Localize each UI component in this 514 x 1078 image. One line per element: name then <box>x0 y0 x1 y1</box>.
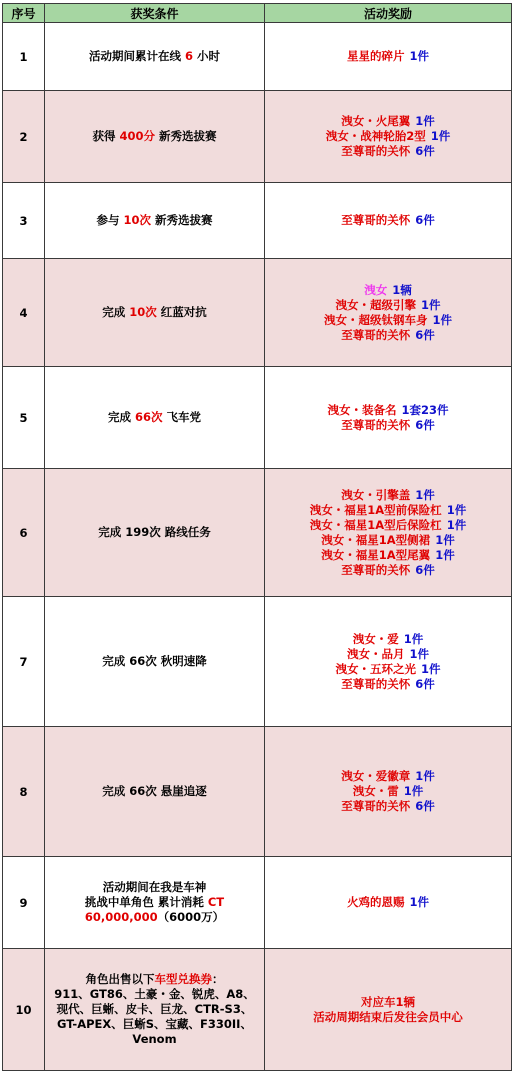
condition-text: 车型兑换券 <box>154 972 212 986</box>
reward-item <box>269 298 507 313</box>
row-index: 4 <box>3 259 45 367</box>
header-condition: 获奖条件 <box>45 4 265 23</box>
condition-text: 新秀选拔赛 <box>155 129 217 143</box>
table-row <box>3 183 512 259</box>
condition-text: 活动期间累计在线 <box>88 49 185 63</box>
reward-item <box>269 418 507 433</box>
reward-quantity: 6件 <box>415 327 435 342</box>
row-condition <box>45 597 265 727</box>
reward-quantity: 1辆 <box>392 282 412 297</box>
condition-text: 完成 66次 秋明速降 <box>102 654 207 668</box>
condition-text: 角色出售以下 <box>85 972 155 986</box>
reward-quantity: 1件 <box>420 661 441 676</box>
table-row <box>3 857 512 949</box>
condition-text: 小时 <box>193 49 221 63</box>
row-index: 7 <box>3 597 45 727</box>
row-condition <box>45 949 265 1071</box>
reward-quantity: 1件 <box>435 547 455 562</box>
reward-item <box>269 283 507 298</box>
header-reward: 活动奖励 <box>265 4 512 23</box>
reward-quantity: 1件 <box>415 114 435 128</box>
row-index: 8 <box>3 727 45 857</box>
reward-item <box>269 144 507 159</box>
reward-quantity: 1件 <box>409 646 429 661</box>
row-index: 1 <box>3 23 45 91</box>
reward-item <box>269 518 507 533</box>
reward-name: 火鸡的恩赐 <box>346 895 405 909</box>
reward-quantity: 1件 <box>415 487 435 502</box>
row-index: 3 <box>3 183 45 259</box>
condition-text: 挑战中单角色 累计消耗 <box>84 895 208 909</box>
reward-name: 洩女・超级钛钢车身 <box>323 312 428 327</box>
reward-name: 洩女・引擎盖 <box>341 487 411 502</box>
reward-quantity: 1件 <box>430 129 451 143</box>
reward-name: 至尊哥的关怀 <box>341 799 411 813</box>
reward-quantity: 6件 <box>415 562 435 577</box>
condition-text: 10次 <box>123 213 151 227</box>
row-condition <box>45 469 265 597</box>
row-condition <box>45 259 265 367</box>
condition-text: 飞车党 <box>162 410 202 424</box>
reward-item <box>269 503 507 518</box>
reward-item <box>269 403 507 418</box>
condition-text: 红蓝对抗 <box>156 305 207 319</box>
row-reward <box>265 727 512 857</box>
row-reward <box>265 259 512 367</box>
reward-item <box>269 784 507 799</box>
reward-quantity: 1件 <box>420 297 441 312</box>
table-header-row <box>3 4 512 23</box>
reward-name: 洩女・雷 <box>352 784 399 798</box>
reward-name: 洩女 <box>364 282 388 297</box>
reward-item <box>269 563 507 578</box>
row-index: 2 <box>3 91 45 183</box>
row-index: 10 <box>3 949 45 1071</box>
reward-item <box>269 799 507 814</box>
reward-name: 洩女・装备名 <box>327 402 397 417</box>
condition-text: 完成 <box>107 410 135 424</box>
table-body <box>3 23 512 1071</box>
reward-name: 至尊哥的关怀 <box>341 417 411 432</box>
reward-name: 至尊哥的关怀 <box>341 144 411 158</box>
condition-text: 现代、巨蜥、皮卡、巨龙、CTR-S3、 <box>56 1002 253 1016</box>
reward-item <box>269 662 507 677</box>
reward-name: 洩女・福星1A型侧裙 <box>321 532 431 547</box>
row-condition <box>45 727 265 857</box>
reward-name: 洩女・福星1A型尾翼 <box>321 547 431 562</box>
reward-note: 对应车1辆 <box>360 994 415 1009</box>
row-reward <box>265 469 512 597</box>
reward-quantity: 6件 <box>415 417 435 432</box>
condition-text: Venom <box>132 1032 177 1046</box>
reward-name: 洩女・战神轮胎2型 <box>325 129 426 143</box>
reward-item <box>269 488 507 503</box>
row-condition <box>45 23 265 91</box>
condition-text: GT-APEX、巨蜥S、宝藏、F330II、 <box>57 1017 252 1031</box>
reward-item <box>269 677 507 692</box>
reward-quantity: 1件 <box>409 49 429 63</box>
reward-name: 至尊哥的关怀 <box>341 676 411 691</box>
reward-item <box>269 533 507 548</box>
reward-name: 星星的碎片 <box>346 49 405 63</box>
condition-text: 新秀选拔赛 <box>151 213 213 227</box>
reward-name: 至尊哥的关怀 <box>341 327 411 342</box>
header-index: 序号 <box>3 4 45 23</box>
reward-quantity: 1件 <box>432 312 452 327</box>
reward-name: 洩女・爱 <box>352 631 399 646</box>
reward-quantity: 1件 <box>435 532 455 547</box>
reward-name: 至尊哥的关怀 <box>341 213 411 227</box>
row-index: 5 <box>3 367 45 469</box>
reward-item <box>269 632 507 647</box>
row-reward <box>265 949 512 1071</box>
reward-quantity: 1件 <box>446 502 467 517</box>
table-row <box>3 259 512 367</box>
reward-item <box>269 647 507 662</box>
reward-name: 洩女・五环之光 <box>335 661 416 676</box>
reward-item <box>269 548 507 563</box>
reward-name: 洩女・福星1A型后保险杠 <box>309 517 442 532</box>
table-row <box>3 727 512 857</box>
condition-text: CT <box>207 895 225 909</box>
table-row <box>3 469 512 597</box>
reward-name: 洩女・超级引擎 <box>335 297 416 312</box>
row-index: 9 <box>3 857 45 949</box>
row-reward <box>265 183 512 259</box>
reward-quantity: 1件 <box>403 784 424 798</box>
condition-text: 66次 <box>134 410 163 424</box>
reward-quantity: 1件 <box>415 769 435 783</box>
reward-quantity: 1套23件 <box>401 402 449 417</box>
reward-name: 洩女・福星1A型前保险杠 <box>309 502 442 517</box>
row-reward <box>265 367 512 469</box>
row-reward <box>265 91 512 183</box>
reward-item <box>269 49 507 64</box>
reward-quantity: 1件 <box>409 895 429 909</box>
condition-text: 6 <box>184 49 193 63</box>
reward-name: 至尊哥的关怀 <box>341 562 411 577</box>
condition-text: （6000万） <box>157 910 225 924</box>
reward-name: 洩女・爱徽章 <box>341 769 411 783</box>
condition-text: 获得 <box>92 129 120 143</box>
table-row <box>3 23 512 91</box>
row-reward <box>265 23 512 91</box>
condition-text: 911、GT86、土豪・金、锐虎、A8、 <box>54 987 255 1001</box>
row-condition <box>45 367 265 469</box>
reward-note: 活动周期结束后发往会员中心 <box>313 1009 463 1024</box>
table-row <box>3 949 512 1071</box>
condition-text: 60,000,000 <box>84 910 158 924</box>
condition-text: 10次 <box>129 305 157 319</box>
reward-quantity: 1件 <box>446 517 467 532</box>
reward-item <box>269 213 507 228</box>
row-index: 6 <box>3 469 45 597</box>
row-condition <box>45 91 265 183</box>
reward-quantity: 6件 <box>415 144 435 158</box>
reward-quantity: 6件 <box>415 213 435 227</box>
reward-item <box>269 328 507 343</box>
row-condition <box>45 183 265 259</box>
row-condition <box>45 857 265 949</box>
row-reward <box>265 857 512 949</box>
table-row <box>3 597 512 727</box>
reward-quantity: 6件 <box>415 676 435 691</box>
reward-name: 洩女・品月 <box>346 646 405 661</box>
reward-name: 洩女・火尾翼 <box>341 114 411 128</box>
condition-text: 完成 199次 路线任务 <box>98 525 211 539</box>
reward-quantity: 1件 <box>403 631 424 646</box>
reward-quantity: 6件 <box>415 799 435 813</box>
rewards-table <box>2 3 512 1071</box>
condition-text: 400分 <box>119 129 155 143</box>
condition-text: 参与 <box>96 213 124 227</box>
condition-text: 完成 <box>102 305 130 319</box>
reward-item <box>269 769 507 784</box>
reward-item <box>269 895 507 910</box>
condition-text: ： <box>212 972 224 986</box>
table-row <box>3 367 512 469</box>
reward-item <box>269 114 507 129</box>
reward-item <box>269 129 507 144</box>
condition-text: 活动期间在我是车神 <box>102 880 207 894</box>
reward-item <box>269 313 507 328</box>
table-row <box>3 91 512 183</box>
condition-text: 完成 66次 悬崖追逐 <box>102 784 207 798</box>
row-reward <box>265 597 512 727</box>
